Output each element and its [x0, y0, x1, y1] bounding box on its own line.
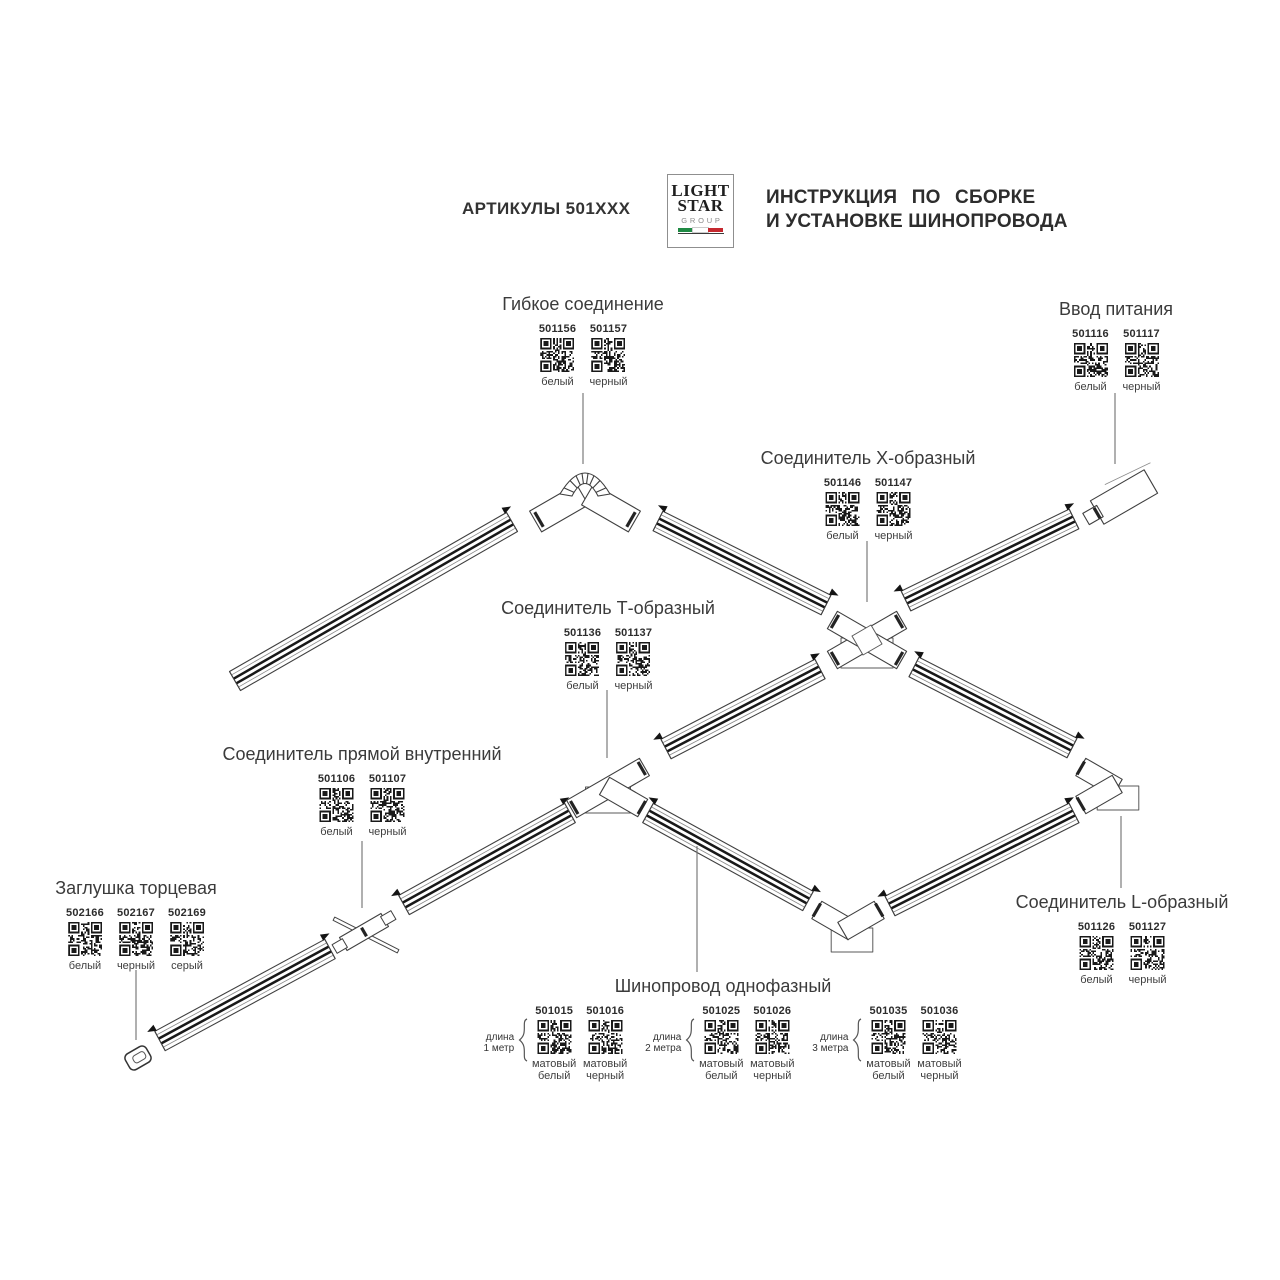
corner-connector-drawing: [812, 901, 884, 952]
article-code: 501117: [1123, 328, 1160, 340]
variant-column: [560, 627, 606, 692]
logo-italian-flag: [678, 228, 724, 232]
component-label-t-connector: [501, 598, 715, 692]
length-brace: [851, 1018, 862, 1082]
x-connector-drawing: [827, 611, 906, 668]
qr-code-501016: [582, 1020, 628, 1054]
variant-column: [534, 323, 580, 388]
qr-code-501117: [1119, 343, 1165, 377]
qr-code-501036: [916, 1020, 962, 1054]
component-title: Шинопровод однофазный: [614, 976, 832, 996]
color-caption: белый: [68, 960, 102, 972]
component-title: Ввод питания: [1058, 299, 1174, 319]
variant-row: [501, 627, 715, 692]
qr-code-501106: [314, 788, 360, 822]
variant-column: [916, 1005, 962, 1082]
color-caption: матовый черный: [917, 1058, 962, 1082]
length-label-line: 1 метр: [483, 1043, 515, 1054]
color-caption: черный: [116, 960, 156, 972]
variant-column: [113, 907, 159, 972]
color-caption: серый: [171, 960, 203, 972]
track-length-group: [812, 1005, 962, 1082]
component-title: Соединитель Т-образный: [501, 598, 715, 618]
variant-row: [222, 773, 501, 838]
article-code: 501026: [753, 1005, 792, 1017]
variant-row: [502, 323, 664, 388]
article-code: 501107: [368, 773, 407, 785]
article-code: 502166: [66, 907, 104, 919]
article-code: 501035: [869, 1005, 908, 1017]
track-rail: [909, 651, 1085, 758]
qr-code-502169: [164, 922, 210, 956]
qr-code-501136: [560, 642, 606, 676]
component-label-straight-connector: [222, 744, 501, 838]
component-title: Гибкое соединение: [502, 294, 664, 314]
color-caption: белый: [1074, 381, 1107, 393]
color-caption: белый: [541, 376, 574, 388]
qr-code-501035: [865, 1020, 911, 1054]
length-label: [484, 1032, 515, 1082]
color-caption: черный: [874, 530, 913, 542]
variant-row: [531, 1005, 628, 1082]
variant-row: [1059, 328, 1173, 393]
length-label-line: длина: [820, 1032, 849, 1043]
end-cap-drawing: [123, 1044, 153, 1072]
component-label-single-phase-track: [484, 976, 963, 1082]
track-length-groups: [484, 1005, 963, 1082]
color-caption: белый: [826, 530, 859, 542]
qr-code-501126: [1073, 936, 1119, 970]
article-code: 501147: [874, 477, 913, 489]
component-title: Соединитель прямой внутренний: [222, 744, 502, 764]
variant-column: [611, 627, 657, 692]
qr-code-501026: [749, 1020, 795, 1054]
article-code: 502169: [168, 907, 206, 919]
component-label-end-cap: [55, 878, 217, 972]
track-rail: [230, 506, 518, 690]
color-caption: черный: [1128, 974, 1167, 986]
color-caption: белый: [1080, 974, 1113, 986]
qr-code-501137: [611, 642, 657, 676]
variant-row: [698, 1005, 795, 1082]
qr-code-502167: [113, 922, 159, 956]
length-label-line: 2 метра: [645, 1043, 682, 1054]
variant-column: [1119, 328, 1165, 393]
component-label-power-input: [1059, 299, 1173, 393]
logo-text-star: STAR: [677, 196, 724, 215]
article-code: 501137: [614, 627, 653, 639]
variant-column: [1068, 328, 1114, 393]
component-label-x-connector: [761, 448, 976, 542]
article-code: 501106: [317, 773, 356, 785]
logo-text-light: LIGHT: [671, 181, 730, 200]
qr-code-501146: [820, 492, 866, 526]
track-rail: [643, 797, 821, 910]
qr-code-501127: [1124, 936, 1170, 970]
component-label-l-connector: [1016, 892, 1229, 986]
length-brace: [517, 1018, 528, 1082]
color-caption: белый: [566, 680, 599, 692]
article-code: 501025: [702, 1005, 741, 1017]
component-title: Соединитель L-образный: [1015, 892, 1229, 912]
qr-code-501157: [585, 338, 631, 372]
length-label-line: длина: [652, 1032, 682, 1043]
flexible-connector-drawing: [530, 473, 641, 532]
logo-text-group: GROUP: [681, 216, 723, 225]
qr-code-501156: [534, 338, 580, 372]
component-label-flexible-connector: [502, 294, 664, 388]
variant-column: [871, 477, 917, 542]
variant-row: [1016, 921, 1229, 986]
article-code: 501015: [535, 1005, 574, 1017]
variant-column: [582, 1005, 628, 1082]
instruction-title-line1: ИНСТРУКЦИЯ ПО СБОРКЕ: [766, 187, 1036, 208]
color-caption: матовый черный: [582, 1058, 628, 1082]
color-caption: матовый белый: [866, 1058, 911, 1082]
article-code: 501016: [586, 1005, 625, 1017]
straight-connector-drawing: [332, 911, 399, 954]
article-code: 501116: [1072, 328, 1109, 340]
color-caption: белый: [320, 826, 353, 838]
qr-code-501116: [1068, 343, 1114, 377]
track-length-group: [484, 1005, 629, 1082]
articles-label: АРТИКУЛЫ 501XXX: [462, 199, 631, 218]
component-title: Заглушка торцевая: [55, 878, 217, 898]
power-input-drawing: [1083, 460, 1158, 525]
variant-column: [698, 1005, 744, 1082]
qr-code-502166: [62, 922, 108, 956]
article-code: 501036: [920, 1005, 959, 1017]
component-title: Соединитель X-образный: [760, 448, 976, 468]
variant-column: [531, 1005, 577, 1082]
instruction-title: [766, 186, 1068, 233]
l-connector-drawing: [1076, 758, 1139, 813]
t-connector-drawing: [567, 758, 650, 817]
variant-column: [749, 1005, 795, 1082]
color-caption: черный: [368, 826, 407, 838]
variant-column: [314, 773, 360, 838]
qr-code-501147: [871, 492, 917, 526]
variant-column: [1073, 921, 1119, 986]
article-code: 501146: [823, 477, 862, 489]
variant-column: [585, 323, 631, 388]
article-code: 501156: [538, 323, 577, 335]
color-caption: черный: [589, 376, 628, 388]
variant-column: [164, 907, 210, 972]
variant-column: [865, 1005, 911, 1082]
color-caption: матовый белый: [531, 1058, 577, 1082]
logo-underline: [678, 233, 724, 235]
length-brace: [684, 1018, 695, 1082]
variant-row: [865, 1005, 962, 1082]
article-code: 501157: [589, 323, 628, 335]
variant-row: [55, 907, 217, 972]
variant-column: [62, 907, 108, 972]
length-label: [645, 1032, 681, 1082]
article-code: 501136: [563, 627, 602, 639]
track-length-group: [645, 1005, 795, 1082]
color-caption: черный: [614, 680, 653, 692]
qr-code-501107: [365, 788, 411, 822]
color-caption: матовый черный: [750, 1058, 795, 1082]
variant-column: [365, 773, 411, 838]
color-caption: матовый белый: [699, 1058, 744, 1082]
instruction-title-line2: И УСТАНОВКЕ ШИНОПРОВОДА: [766, 210, 1068, 232]
variant-column: [1124, 921, 1170, 986]
color-caption: черный: [1122, 381, 1161, 393]
length-label: [812, 1032, 848, 1082]
article-code: 502167: [117, 907, 155, 919]
length-label-line: 3 метра: [812, 1043, 849, 1054]
variant-column: [820, 477, 866, 542]
length-label-line: длина: [485, 1032, 515, 1043]
qr-code-501025: [698, 1020, 744, 1054]
article-code: 501127: [1128, 921, 1167, 933]
lightstar-logo: [667, 174, 734, 248]
variant-row: [761, 477, 976, 542]
article-code: 501126: [1077, 921, 1116, 933]
qr-code-501015: [531, 1020, 577, 1054]
